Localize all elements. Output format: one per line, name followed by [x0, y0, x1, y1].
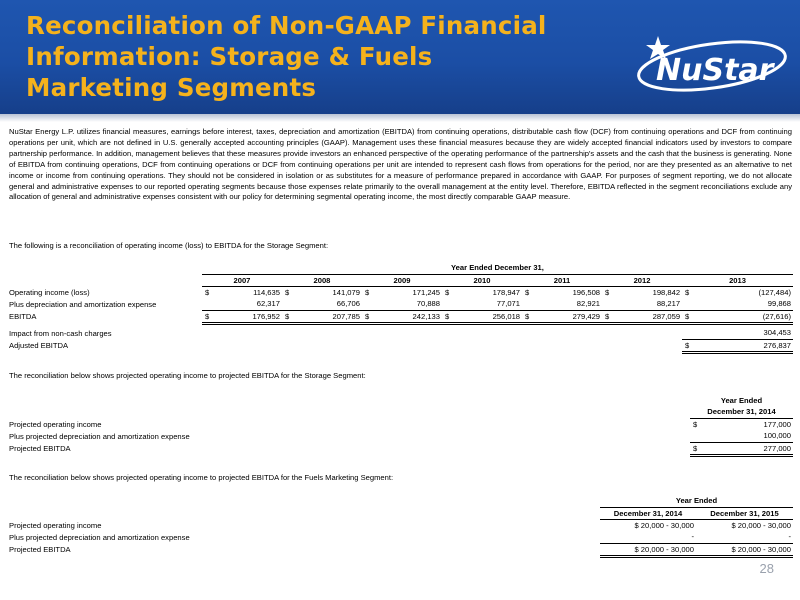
year-header: 2008 [282, 274, 362, 286]
year-ended-header: Year Ended [600, 495, 793, 507]
year-header: 2012 [602, 274, 682, 286]
row-label: Projected operating income [9, 419, 102, 429]
row-label: Projected EBITDA [9, 444, 71, 453]
currency-symbol: $ [682, 310, 692, 323]
table-cell: 276,837 [692, 339, 793, 352]
year-header: 2010 [442, 274, 522, 286]
table-header-row [7, 495, 793, 507]
table-header-row [7, 394, 793, 406]
year-header: 2007 [202, 274, 282, 286]
period-header: December 31, 2015 [696, 507, 793, 519]
table-cell: 176,952 [212, 310, 282, 323]
currency-symbol: $ [442, 310, 452, 323]
table-cell: - [600, 531, 696, 543]
table-row [7, 310, 793, 323]
body-content [9, 127, 792, 203]
table-header-row [7, 406, 793, 418]
currency-symbol: $ [284, 287, 290, 297]
title-line-2: Information: Storage & Fuels [26, 42, 433, 71]
year-header: 2013 [682, 274, 793, 286]
table-cell: 70,888 [372, 298, 442, 310]
title-line-1: Reconciliation of Non-GAAP Financial [26, 11, 547, 40]
currency-symbol: $ [693, 419, 698, 429]
table-cell: $ 20,000 - 30,000 [600, 543, 696, 556]
storage-projection-table [7, 394, 793, 457]
table-row [7, 543, 793, 556]
page-number: 28 [759, 561, 774, 576]
currency-symbol: $ [602, 310, 612, 323]
table-row [7, 519, 793, 531]
table-cell: 99,868 [692, 298, 793, 310]
currency-symbol: $ [682, 339, 692, 352]
row-label: Plus projected depreciation and amortization expense [9, 532, 190, 542]
table-row [7, 531, 793, 543]
table-header-row [7, 507, 793, 519]
period-header: December 31, 2014 [690, 406, 793, 418]
table-cell: 66,706 [292, 298, 362, 310]
table-cell: $ 20,000 - 30,000 [696, 543, 793, 556]
table-cell: (27,616) [692, 310, 793, 323]
table-cell: 88,217 [612, 298, 682, 310]
table-row [7, 339, 793, 352]
table-row [7, 418, 793, 430]
table-cell: 141,079 [332, 287, 360, 297]
storage-projection-caption: The reconciliation below shows projected operating income to projected EBITDA for the Storage Segment: [9, 371, 366, 380]
row-label: Operating income (loss) [9, 287, 90, 297]
row-label: Projected operating income [9, 520, 102, 530]
row-label: Projected EBITDA [9, 545, 71, 554]
row-label: Impact from non-cash charges [9, 328, 112, 338]
table-cell: 304,453 [692, 327, 793, 339]
row-label: EBITDA [9, 312, 37, 321]
currency-symbol: $ [364, 287, 370, 297]
currency-symbol: $ [204, 287, 210, 297]
table-row [7, 442, 793, 455]
fuels-projection-table [7, 495, 793, 558]
table-cell: 279,429 [532, 310, 602, 323]
table-cell: 77,071 [452, 298, 522, 310]
storage-recon-table [7, 262, 793, 354]
currency-symbol: $ [362, 310, 372, 323]
intro-paragraph: NuStar Energy L.P. utilizes financial measures, earnings before interest, taxes, depreciation and amortization (EBITDA) from continuing operations, distributable cash flow (DCF) from continuing operations and DCF from continuing operations per unit, which are not defined in U.S. generally accepted accounting principles (GAAP). Management uses these financial measures because they are widely accepted financial indicators used by investors to compare partnership performance. In addition, management believes that these measures provide investors an enhanced perspective of the operating performance of the partnership's assets and the cash that the business is generating. None of EBITDA from continuing operations, DCF from continuing operations or DCF from continuing operations per unit are intended to represent cash flows from operations for the period, nor are they presented as an alternative to net income or income from continuing operations. They should not be considered in isolation or as substitutes for a measure of performance prepared in accordance with GAAP. For purposes of segment reporting, we do not allocate general and administrative expenses to our reported operating segments because those expenses relate primarily to the overall management at the entity level. Therefore, EBITDA reflected in the segment reconciliations exclude any allocation of general and administrative expenses consistent with our policy for determining segmental operating income, the most directly comparable GAAP measure. [9, 127, 792, 202]
table-cell: 277,000 [700, 442, 793, 455]
currency-symbol: $ [605, 287, 610, 297]
currency-symbol: $ [522, 310, 532, 323]
currency-symbol: $ [445, 287, 450, 297]
logo-wordmark: NuStar [656, 53, 774, 88]
year-ended-header: Year Ended December 31, [202, 262, 793, 274]
table-cell: 287,059 [612, 310, 682, 323]
table-row [7, 327, 793, 339]
currency-symbol: $ [685, 287, 690, 297]
fuels-projection-caption: The reconciliation below shows projected operating income to projected EBITDA for the Fuels Marketing Segment: [9, 473, 394, 482]
title-line-3: Marketing Segments [26, 73, 317, 102]
table-cell: 100,000 [700, 430, 793, 442]
currency-symbol: $ [690, 442, 700, 455]
table-cell: 207,785 [292, 310, 362, 323]
period-header: December 31, 2014 [600, 507, 696, 519]
table-cell: 198,842 [652, 287, 681, 297]
table-year-header-row [7, 274, 793, 286]
table-cell: $ 20,000 - 30,000 [634, 520, 694, 530]
table-cell: 177,000 [763, 419, 791, 429]
table-row [7, 298, 793, 310]
table-cell: 82,921 [532, 298, 602, 310]
banner-shadow [0, 114, 800, 122]
table-group-header-row [7, 262, 793, 274]
table-cell: 196,508 [572, 287, 601, 297]
page-title [26, 10, 586, 103]
title-banner [0, 0, 800, 114]
table-cell: 178,947 [492, 287, 521, 297]
table-cell: $ 20,000 - 30,000 [731, 520, 791, 530]
table-cell: 62,317 [212, 298, 282, 310]
storage-recon-caption: The following is a reconciliation of operating income (loss) to EBITDA for the Storage Segment: [9, 241, 329, 250]
table-row [7, 430, 793, 442]
year-header: 2011 [522, 274, 602, 286]
table-row [7, 286, 793, 298]
nustar-logo [620, 28, 790, 100]
table-cell: - [696, 531, 793, 543]
table-cell: 171,245 [412, 287, 440, 297]
currency-symbol: $ [525, 287, 530, 297]
table-cell: (127,484) [758, 287, 791, 297]
table-cell: 256,018 [452, 310, 522, 323]
year-ended-header: Year Ended [720, 395, 763, 405]
row-label: Plus depreciation and amortization expense [9, 299, 157, 309]
year-header: 2009 [362, 274, 442, 286]
table-cell: 114,635 [253, 287, 280, 297]
row-label: Plus projected depreciation and amortization expense [9, 431, 190, 441]
table-cell: 242,133 [372, 310, 442, 323]
currency-symbol: $ [282, 310, 292, 323]
currency-symbol: $ [202, 310, 212, 323]
row-label: Adjusted EBITDA [9, 341, 69, 350]
